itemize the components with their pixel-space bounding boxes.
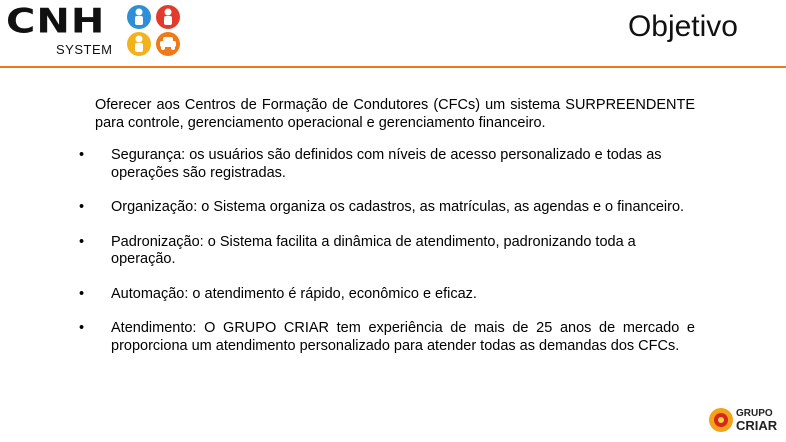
list-item-padronizacao: • Padronização: o Sistema facilita a dinâmica de atendimento, padronizando toda a operação. bbox=[79, 233, 636, 267]
people-icon bbox=[126, 4, 186, 58]
grupo-criar-logo bbox=[708, 404, 778, 436]
footer-logo-line1: GRUPO bbox=[736, 408, 773, 419]
page-title: Objetivo bbox=[627, 10, 738, 43]
logo-sub-text: SYSTEM bbox=[56, 42, 113, 57]
list-item-seguranca: • Segurança: os usuários são definidos com níveis de acesso personalizado e todas as operações são registradas. bbox=[79, 147, 662, 181]
list-item-atendimento: • Atendimento: O GRUPO CRIAR tem experiência de mais de 25 anos de mercado e proporciona um atendimento personalizado para atender todas as demandas dos CFCs. bbox=[79, 320, 695, 354]
content-body bbox=[79, 97, 695, 372]
footer-logo-line2: CRIAR bbox=[736, 418, 778, 433]
logo-main-text: CNH bbox=[6, 1, 106, 41]
list-item-organizacao: • Organização: o Sistema organiza os cadastros, as matrículas, as agendas e o financeiro. bbox=[79, 199, 685, 215]
cnh-system-logo bbox=[6, 1, 188, 58]
sun-emblem-icon bbox=[708, 405, 734, 435]
header bbox=[0, 0, 786, 64]
list-item-automacao: • Automação: o atendimento é rápido, econômico e eficaz. bbox=[79, 285, 477, 302]
intro-paragraph: Oferecer aos Centros de Formação de Condutores (CFCs) um sistema SURPREENDENTE para controle, gerenciamento operacional e gerenciamento financeiro. bbox=[95, 97, 695, 131]
objective-list bbox=[79, 147, 695, 355]
logo-person-icons bbox=[126, 4, 186, 58]
header-divider bbox=[0, 66, 786, 68]
